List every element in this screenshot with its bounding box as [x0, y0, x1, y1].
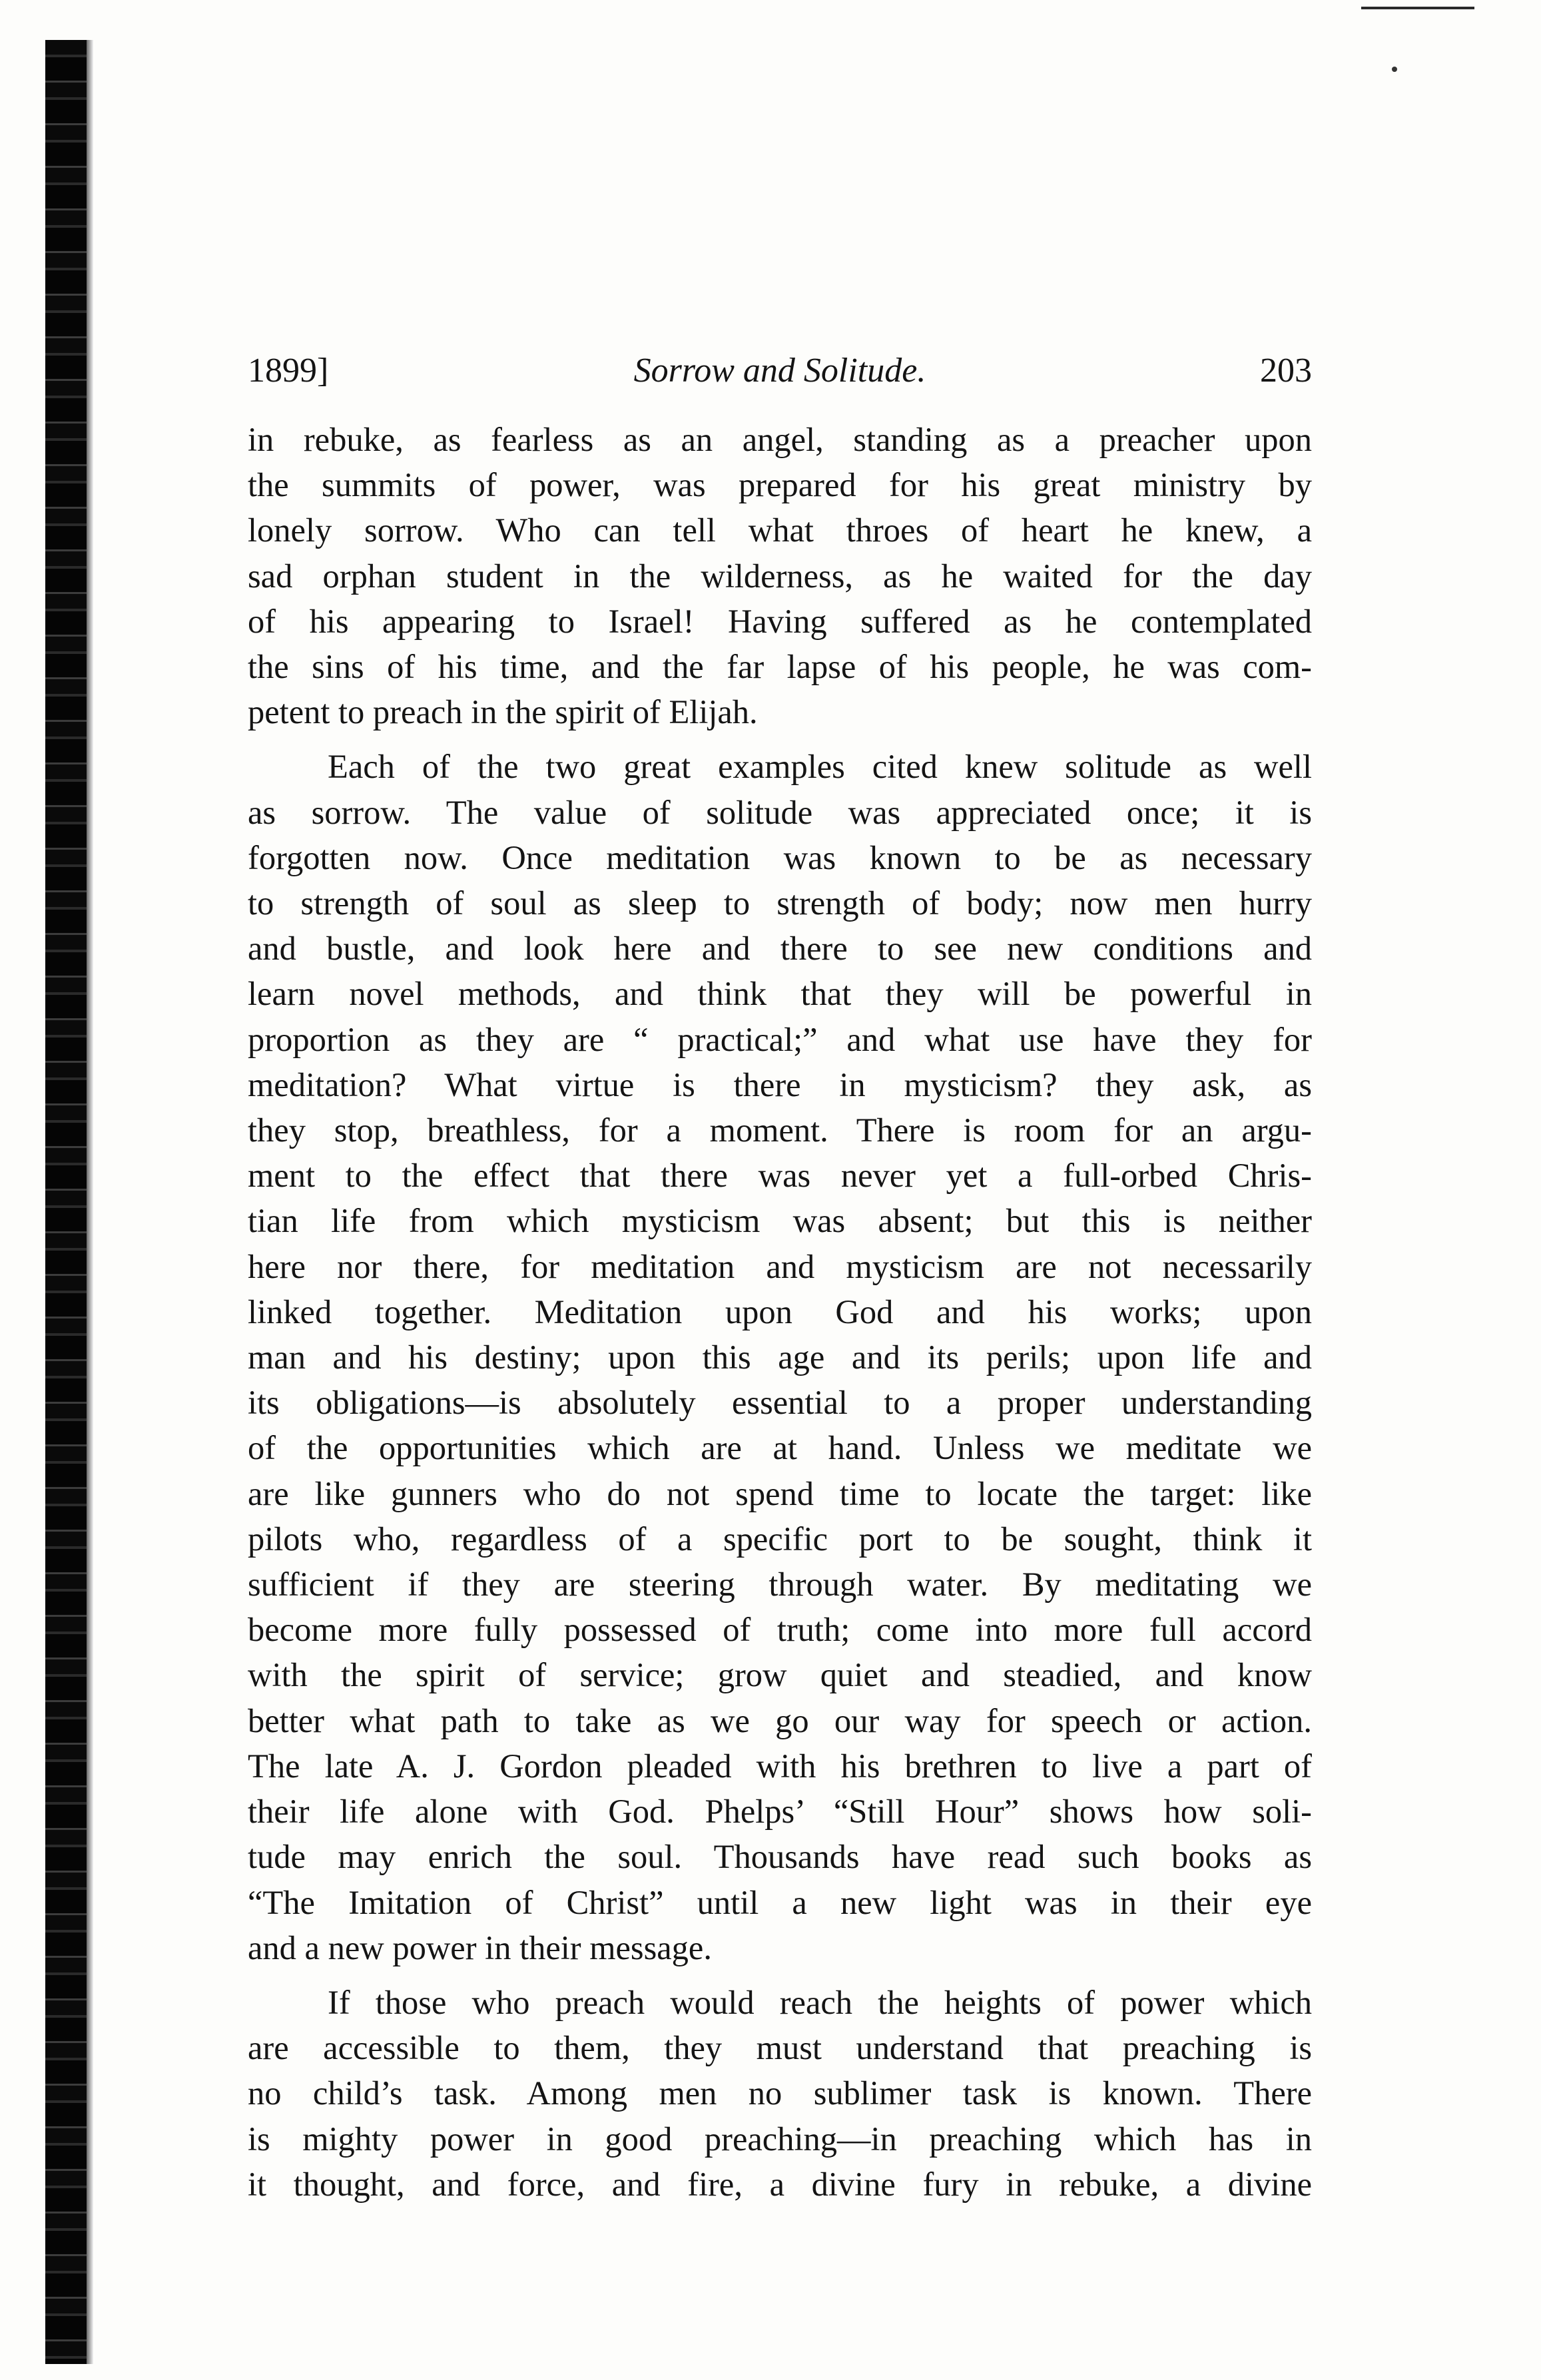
- text-line: of his appearing to Israel! Having suffered as he contemplated: [248, 602, 1312, 640]
- speck: [1392, 67, 1397, 72]
- text-line: meditation? What virtue is there in mysticism? they ask, as: [248, 1065, 1312, 1103]
- text-line: tude may enrich the soul. Thousands have read such books as: [248, 1838, 1312, 1876]
- text-line: sufficient if they are steering through water. By meditating we: [248, 1566, 1312, 1604]
- text-line: petent to preach in the spirit of Elijah.: [248, 693, 758, 731]
- text-line: as sorrow. The value of solitude was appreciated once; it is: [248, 793, 1312, 831]
- text-line: of the opportunities which are at hand. Unless we meditate we: [248, 1429, 1312, 1467]
- text-line: it thought, and force, and fire, a divine fury in rebuke, a divine: [248, 2165, 1312, 2203]
- text-line: Each of the two great examples cited knew solitude as well: [328, 748, 1312, 786]
- text-line: are accessible to them, they must understand that preaching is: [248, 2029, 1312, 2067]
- text-line: proportion as they are “ practical;” and what use have they for: [248, 1020, 1312, 1058]
- text-line: learn novel methods, and think that they will be powerful in: [248, 975, 1312, 1013]
- paragraph-3: [248, 1980, 1312, 2207]
- text-line: The late A. J. Gordon pleaded with his brethren to live a part of: [248, 1747, 1312, 1785]
- text-line: their life alone with God. Phelps’ “Still Hour” shows how soli-: [248, 1793, 1312, 1831]
- text-line: no child’s task. Among men no sublimer task is known. There: [248, 2074, 1312, 2112]
- paragraph-1: [248, 417, 1312, 735]
- binding-shadow: [87, 40, 93, 2364]
- header-title: Sorrow and Solitude.: [633, 352, 926, 390]
- corner-rule: [1361, 7, 1474, 9]
- text-line: man and his destiny; upon this age and its perils; upon life and: [248, 1339, 1312, 1376]
- page-number: 203: [1260, 352, 1312, 390]
- text-line: and a new power in their message.: [248, 1929, 712, 1966]
- text-line: the summits of power, was prepared for his great ministry by: [248, 466, 1312, 504]
- text-line: are like gunners who do not spend time to locate the target: like: [248, 1474, 1312, 1512]
- text-line: pilots who, regardless of a specific port to be sought, think it: [248, 1520, 1312, 1558]
- text-line: here nor there, for meditation and mysticism are not necessarily: [248, 1247, 1312, 1285]
- text-line: they stop, breathless, for a moment. There is room for an argu-: [248, 1111, 1312, 1149]
- text-line: better what path to take as we go our way for speech or action.: [248, 1701, 1312, 1739]
- text-line: become more fully possessed of truth; come into more full accord: [248, 1611, 1312, 1649]
- binding-edge: [45, 40, 92, 2364]
- text-line: linked together. Meditation upon God and his works; upon: [248, 1293, 1312, 1331]
- text-line: “The Imitation of Christ” until a new light was in their eye: [248, 1883, 1312, 1921]
- text-line: the sins of his time, and the far lapse of his people, he was com-: [248, 648, 1312, 686]
- text-line: in rebuke, as fearless as an angel, standing as a preacher upon: [248, 421, 1312, 458]
- text-line: to strength of soul as sleep to strength of body; now men hurry: [248, 884, 1312, 922]
- text-line: forgotten now. Once meditation was known to be as necessary: [248, 838, 1312, 876]
- text-line: lonely sorrow. Who can tell what throes of heart he knew, a: [248, 511, 1312, 549]
- text-line: and bustle, and look here and there to see new conditions and: [248, 930, 1312, 968]
- running-head: [248, 341, 1312, 401]
- text-line: with the spirit of service; grow quiet and steadied, and know: [248, 1656, 1312, 1694]
- text-line: sad orphan student in the wilderness, as he waited for the day: [248, 557, 1312, 595]
- text-line: If those who preach would reach the heights of power which: [328, 1983, 1312, 2021]
- text-line: is mighty power in good preaching—in preaching which has in: [248, 2120, 1312, 2158]
- paragraph-2: [248, 744, 1312, 1970]
- header-year: 1899]: [248, 352, 329, 390]
- text-line: tian life from which mysticism was absent; but this is neither: [248, 1202, 1312, 1240]
- body-text: [248, 417, 1312, 2207]
- text-line: its obligations—is absolutely essential to a proper understanding: [248, 1384, 1312, 1422]
- text-line: ment to the effect that there was never yet a full-orbed Chris-: [248, 1157, 1312, 1195]
